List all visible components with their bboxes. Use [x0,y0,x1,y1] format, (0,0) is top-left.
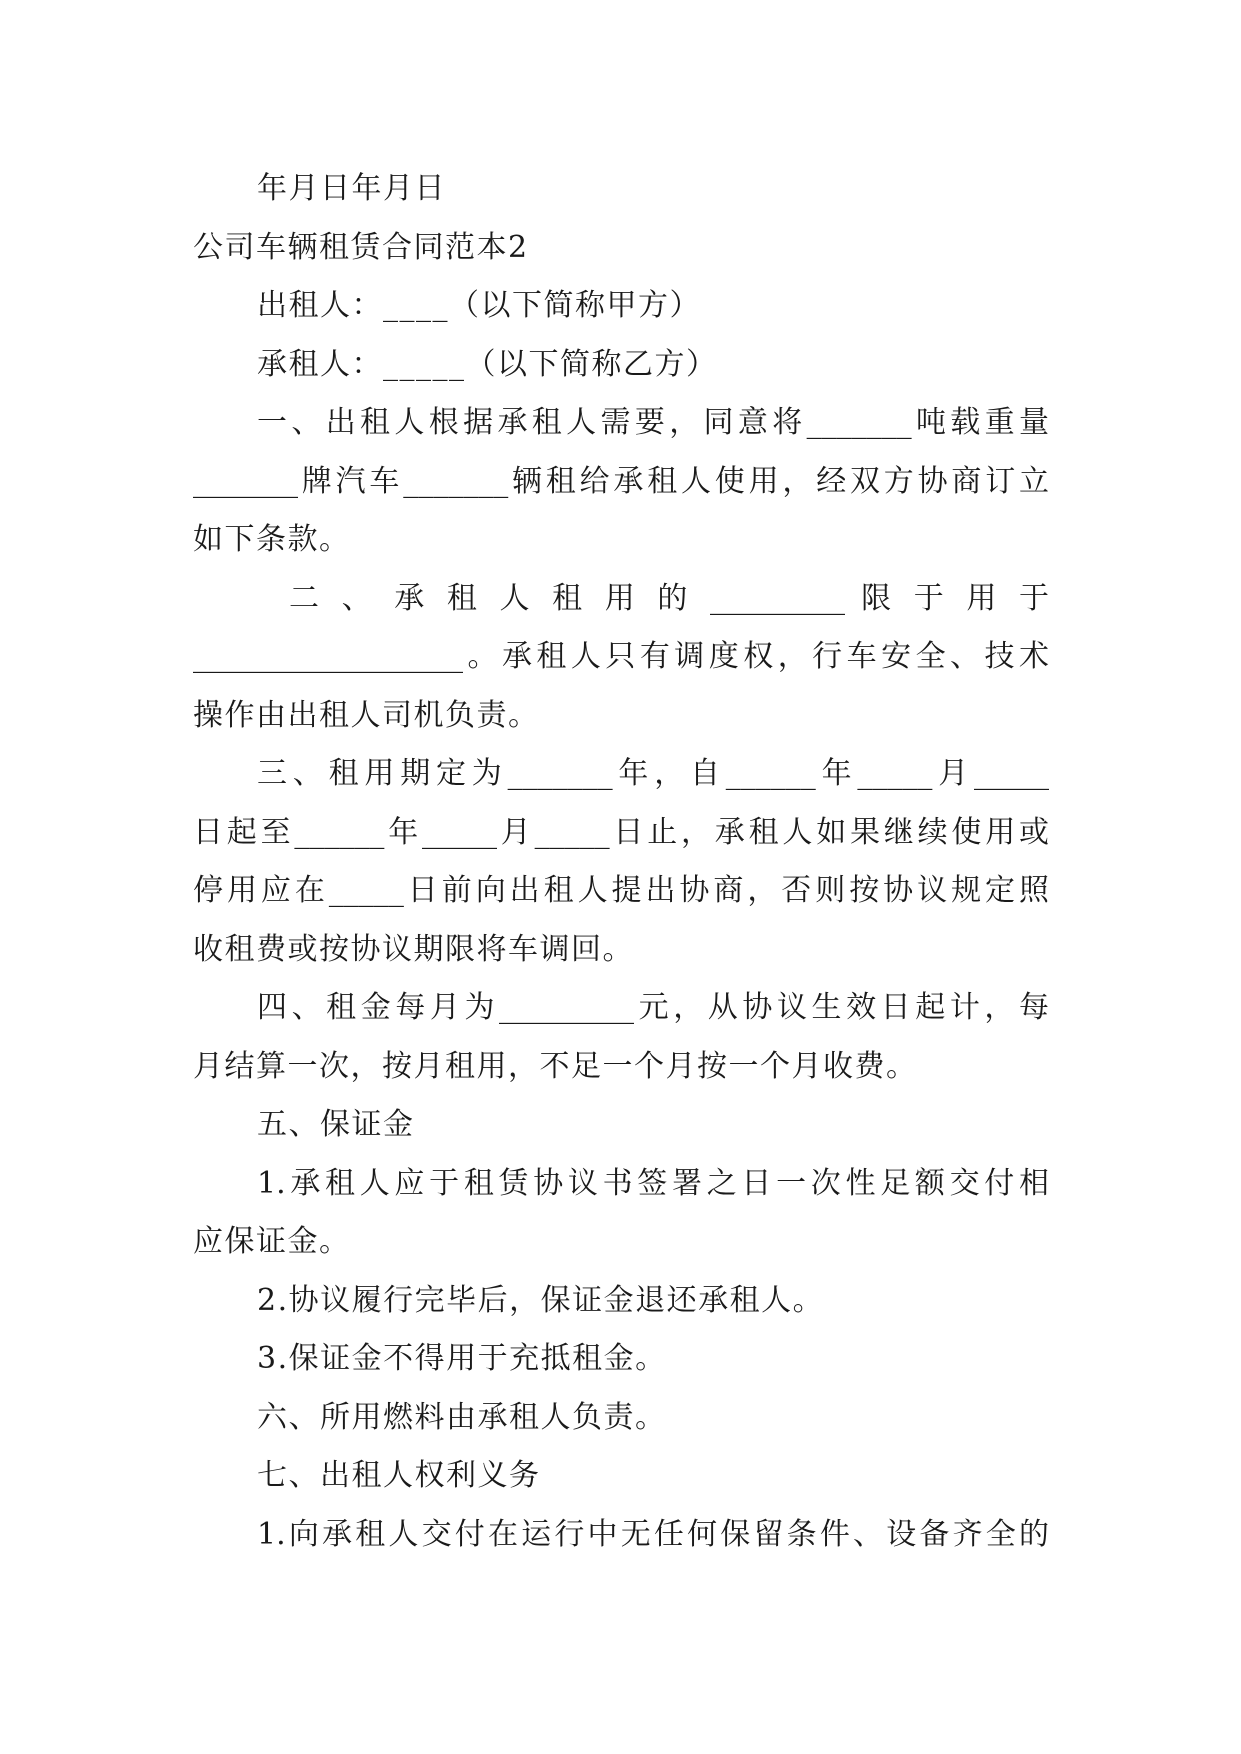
clause-2-line-3: 操作由出租人司机负责。 [193,697,540,733]
clause-3-line-1: 三、租用期定为_______年，自______年_____月_____ [257,756,1049,791]
clause-7-item-1-line-1: 1.向承租人交付在运行中无任何保留条件、设备齐全的 [257,1516,1049,1552]
clause-6: 六、所用燃料由承租人负责。 [257,1399,667,1435]
clause-1-line-1: 一、出租人根据承租人需要，同意将_______吨载重量 [257,405,1049,440]
clause-4-line-2: 月结算一次，按月租用，不足一个月按一个月收费。 [193,1048,918,1084]
clause-5-item-1-line-2: 应保证金。 [193,1224,351,1259]
document-page [193,160,1049,1564]
clause-3-line-4: 收租费或按协议期限将车调回。 [193,931,634,967]
clause-2-line-2: __________________。承租人只有调度权，行车安全、技术 [193,639,1049,674]
document-title: 公司车辆租赁合同范本2 [193,229,529,265]
clause-4-line-1: 四、租金每月为_________元，从协议生效日起计，每 [257,990,1049,1025]
clause-5-item-1-line-1: 1.承租人应于租赁协议书签署之日一次性足额交付相 [257,1165,1049,1201]
clause-3-line-3: 停用应在_____日前向出租人提出协商，否则按协议规定照 [193,873,1049,908]
clause-5-item-2: 2.协议履行完毕后，保证金退还承租人。 [257,1282,825,1318]
clause-1-line-3: 如下条款。 [193,522,351,557]
date-line: 年月日年月日 [257,171,446,206]
clause-5-heading: 五、保证金 [257,1107,415,1142]
lessor-line: 出租人：____（以下简称甲方） [257,288,701,323]
clause-1-line-2: _______牌汽车_______辆租给承租人使用，经双方协商订立 [193,463,1049,499]
clause-3-line-2: 日起至______年_____月_____日止，承租人如果继续使用或 [193,814,1049,850]
clause-7-heading: 七、出租人权利义务 [257,1458,541,1493]
lessee-line: 承租人：_____（以下简称乙方） [257,346,718,382]
clause-5-item-3: 3.保证金不得用于充抵租金。 [257,1341,667,1376]
clause-2-line-1: 二 、 承 租 人 租 用 的 _________ 限 于 用 于 [289,580,1049,616]
